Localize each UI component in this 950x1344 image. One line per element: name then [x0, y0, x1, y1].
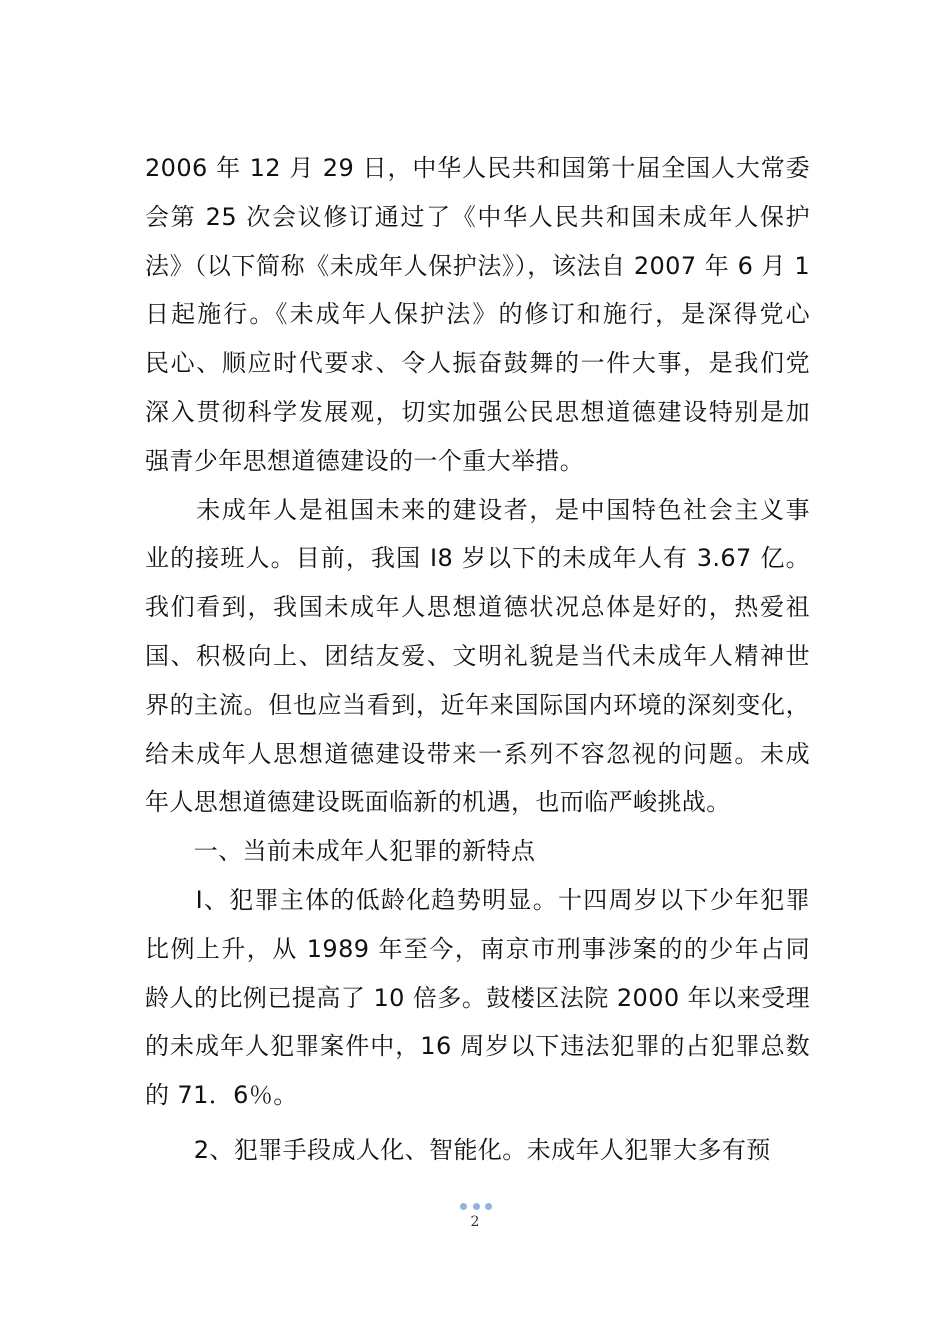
body-line-13: 给未成年人思想道德建设带来一系列不容忽视的问题。未成 [145, 739, 810, 768]
body-line-9: 业的接班人。目前，我国 I8 岁以下的未成年人有 3.67 亿。 [145, 544, 810, 573]
body-line-12: 界的主流。但也应当看到，近年来国际国内环境的深刻变化， [145, 690, 810, 719]
body-line-2: 会第 25 次会议修订通过了《中华人民共和国未成年人保护 [145, 202, 810, 231]
body-line-17: 比例上升，从 1989 年至今，南京市刑事涉案的的少年占同 [145, 934, 810, 963]
page-number: 2 [470, 1214, 480, 1230]
body-line-4: 日起施行。《未成年人保护法》的修订和施行，是深得党心 [145, 300, 810, 329]
document-body [145, 144, 810, 1175]
body-line-19: 的未成年人犯罪案件中，16 周岁以下违法犯罪的占犯罪总数 [145, 1032, 810, 1061]
body-line-3: 法》（以下简称《未成年人保护法》），该法自 2007 年 6 月 1 [145, 251, 810, 280]
body-line-21: 2、犯罪手段成人化、智能化。未成年人犯罪大多有预 [145, 1135, 771, 1164]
body-line-18: 龄人的比例已提高了 10 倍多。鼓楼区法院 2000 年以来受理 [145, 983, 810, 1012]
section-heading: 一、当前未成年人犯罪的新特点 [145, 837, 536, 866]
body-line-5: 民心、顺应时代要求、令人振奋鼓舞的一件大事，是我们党 [145, 349, 810, 378]
body-line-1: 2006 年 12 月 29 日，中华人民共和国第十届全国人大常委 [145, 154, 810, 182]
dot-icon [460, 1203, 467, 1210]
dot-icon [485, 1203, 492, 1210]
body-line-14: 年人思想道德建设既面临新的机遇，也而临严峻挑战。 [145, 788, 731, 817]
body-line-20: 的 71．6％。 [145, 1081, 298, 1110]
dot-icon [473, 1203, 480, 1210]
body-line-10: 我们看到，我国未成年人思想道德状况总体是好的，热爱祖 [145, 593, 810, 622]
body-line-11: 国、积极向上、团结友爱、文明礼貌是当代未成年人精神世 [145, 641, 810, 670]
body-line-16: I、犯罪主体的低龄化趋势明显。十四周岁以下少年犯罪 [145, 885, 810, 914]
body-line-6: 深入贯彻科学发展观，切实加强公民思想道德建设特别是加 [145, 397, 810, 426]
ellipsis-dots-icon [460, 1202, 492, 1210]
body-line-7: 强青少年思想道德建设的一个重大举措。 [145, 446, 585, 475]
body-line-8: 未成年人是祖国未来的建设者，是中国特色社会主义事 [145, 495, 810, 524]
